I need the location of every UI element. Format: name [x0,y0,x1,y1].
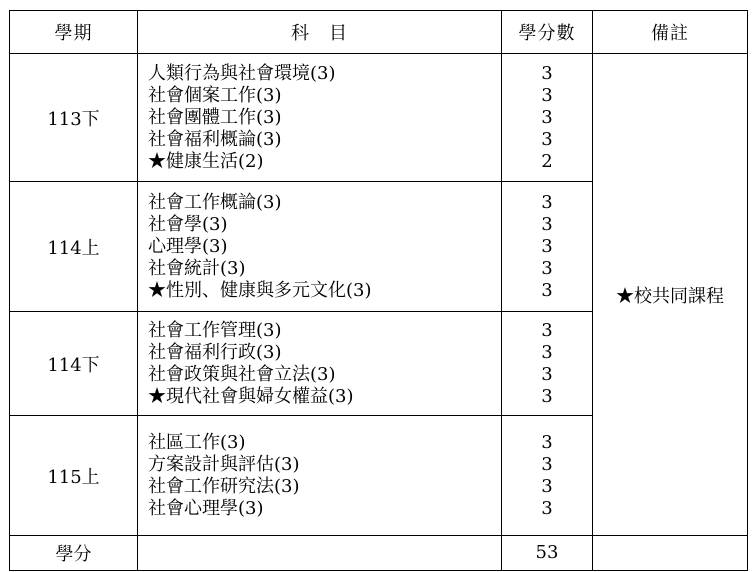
credit-value: 3 [541,319,553,341]
credit-value: 3 [541,213,553,235]
table-row [10,54,748,182]
subjects-cell [138,54,502,182]
subjects-cell [138,182,502,312]
credit-value: 3 [541,279,553,301]
credit-value: 3 [541,453,553,475]
header-notes: 備註 [593,11,748,54]
subjects-cell [138,312,502,416]
credit-value: 3 [541,84,553,106]
header-subject: 科 目 [138,11,502,54]
total-subject-cell [138,536,502,571]
header-credits: 學分數 [502,11,593,54]
credit-value: 3 [541,431,553,453]
semester-cell: 113下 [10,54,138,182]
credit-value: 3 [541,128,553,150]
credits-cell [502,312,593,416]
total-credits: 53 [502,536,593,571]
semester-cell: 114上 [10,182,138,312]
credit-value: 3 [541,341,553,363]
subject-item: 人類行為與社會環境(3) [148,62,336,84]
subject-item: 方案設計與評估(3) [148,453,300,475]
credit-value: 3 [541,191,553,213]
credit-value: 3 [541,497,553,519]
credits-cell [502,416,593,536]
subject-item: 社會統計(3) [148,257,246,279]
subject-item: 社會福利行政(3) [148,341,282,363]
notes-cell: ★校共同課程 [593,54,748,536]
credits-cell [502,54,593,182]
subject-item: 社會工作概論(3) [148,191,282,213]
credit-value: 3 [541,62,553,84]
subject-item: 社會工作管理(3) [148,319,282,341]
subject-item: 心理學(3) [148,235,228,257]
total-note-cell [593,536,748,571]
subject-item: 社會政策與社會立法(3) [148,363,336,385]
total-label: 學分 [10,536,138,571]
subject-item: 社會學(3) [148,213,228,235]
subject-item: ★性別、健康與多元文化(3) [148,279,372,301]
header-semester: 學期 [10,11,138,54]
credit-value: 3 [541,257,553,279]
credit-value: 3 [541,385,553,407]
subjects-cell [138,416,502,536]
subject-item: 社會工作研究法(3) [148,475,300,497]
credits-cell [502,182,593,312]
header-row [10,11,748,54]
subject-item: ★現代社會與婦女權益(3) [148,385,354,407]
semester-cell: 115上 [10,416,138,536]
subject-item: 社會個案工作(3) [148,84,282,106]
subject-item: 社區工作(3) [148,431,246,453]
credit-value: 2 [541,150,553,172]
credit-value: 3 [541,475,553,497]
credit-value: 3 [541,106,553,128]
total-row [10,536,748,571]
subject-item: ★健康生活(2) [148,150,264,172]
subject-item: 社會福利概論(3) [148,128,282,150]
course-table-container [9,10,748,571]
credit-value: 3 [541,363,553,385]
credit-value: 3 [541,235,553,257]
semester-cell: 114下 [10,312,138,416]
subject-item: 社會心理學(3) [148,497,264,519]
course-plan-table [9,10,748,571]
subject-item: 社會團體工作(3) [148,106,282,128]
